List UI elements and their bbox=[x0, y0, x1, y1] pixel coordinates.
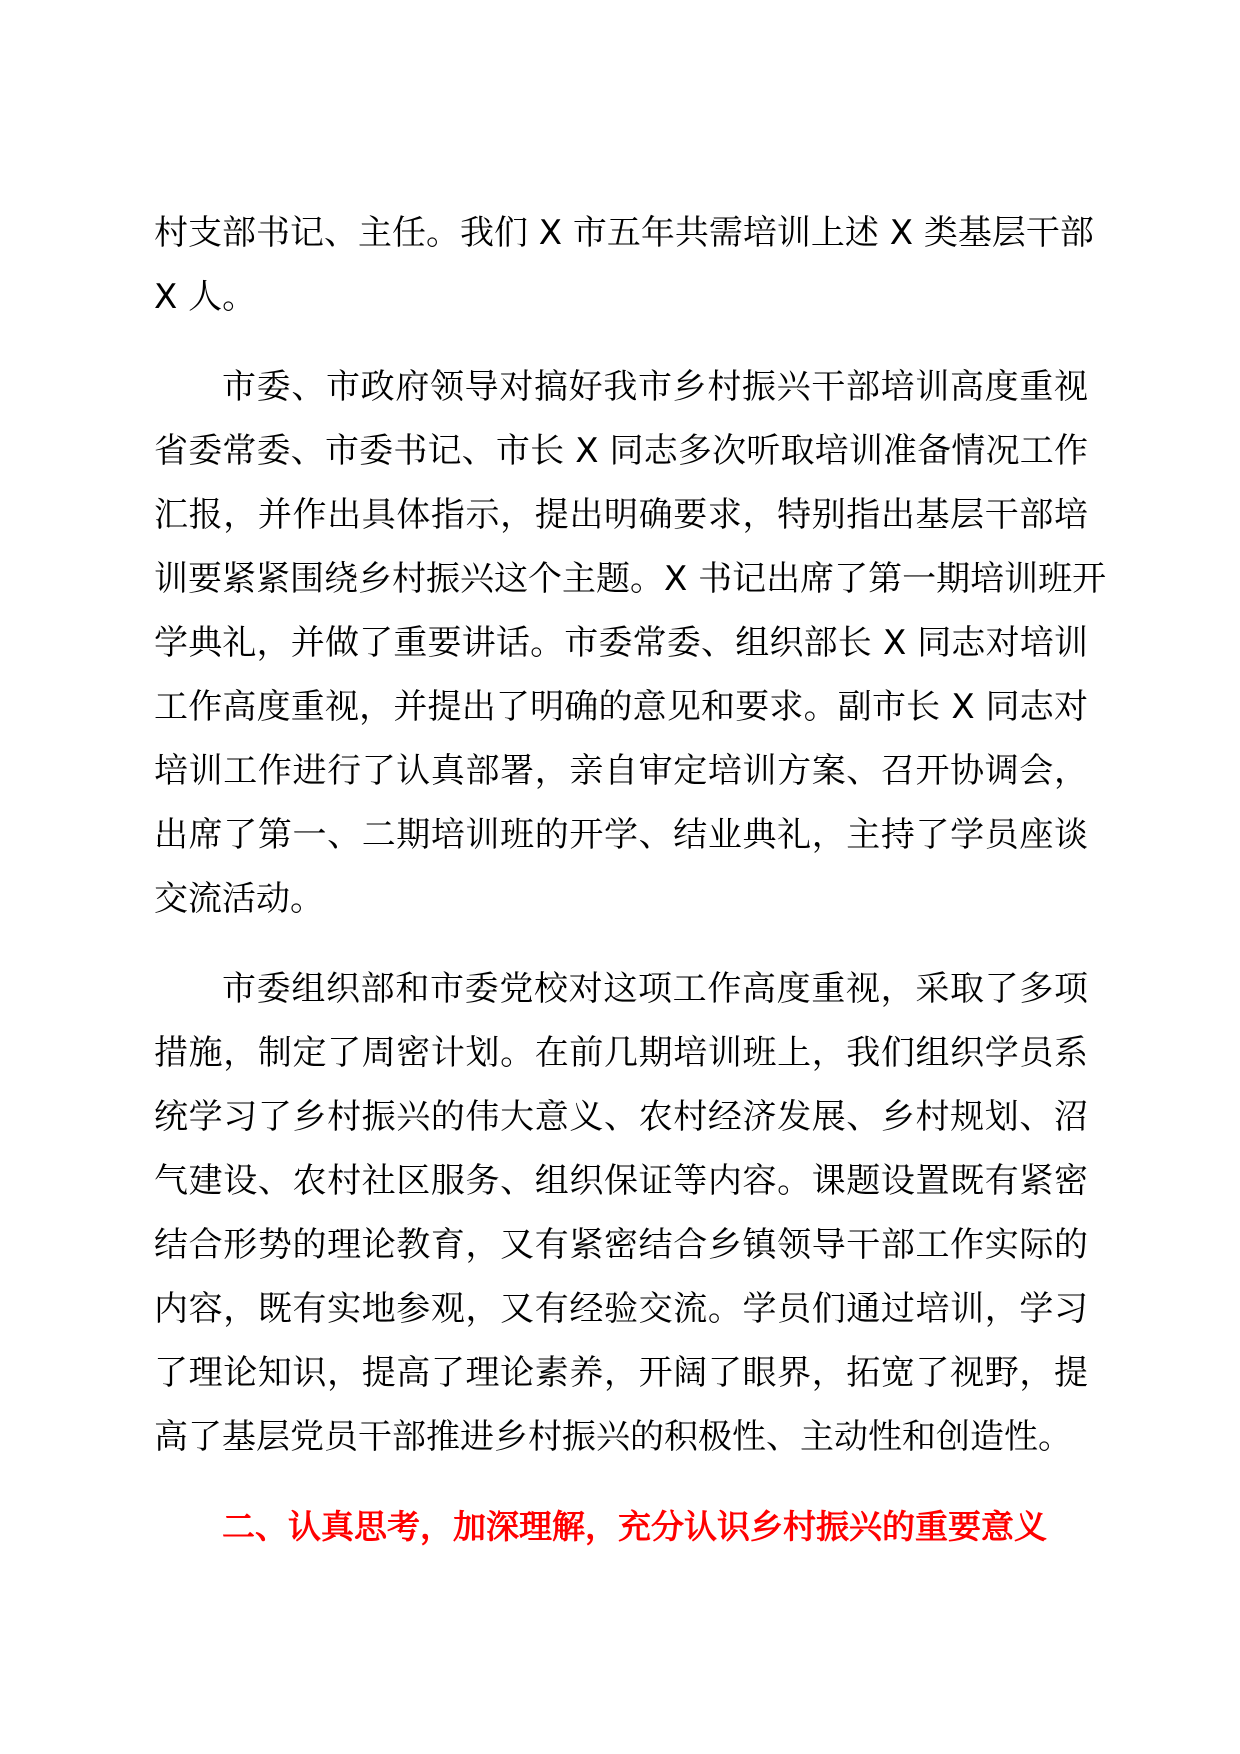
text-line: 了理论知识，提高了理论素养，开阔了眼界，拓宽了视野，提 bbox=[154, 1353, 1088, 1393]
text-line: 措施，制定了周密计划。在前几期培训班上，我们组织学员系 bbox=[154, 1033, 1088, 1073]
text-line: 高了基层党员干部推进乡村振兴的积极性、主动性和创造性。 bbox=[154, 1417, 1072, 1457]
text-line: 气建设、农村社区服务、组织保证等内容。课题设置既有紧密 bbox=[154, 1161, 1088, 1201]
text-line: 统学习了乡村振兴的伟大意义、农村经济发展、乡村规划、沼 bbox=[154, 1097, 1088, 1137]
text-line: 培训工作进行了认真部署，亲自审定培训方案、召开协调会， bbox=[154, 751, 1088, 791]
paragraph bbox=[154, 355, 1107, 931]
text-line: 内容，既有实地参观，又有经验交流。学员们通过培训，学习 bbox=[154, 1289, 1088, 1329]
paragraph bbox=[154, 957, 1088, 1469]
text-line: 市委组织部和市委党校对这项工作高度重视，采取了多项 bbox=[222, 969, 1088, 1009]
text-line: 学典礼，并做了重要讲话。市委常委、组织部长 X 同志对培训 bbox=[154, 623, 1088, 663]
text-line: X 人。 bbox=[154, 277, 257, 317]
text-line: 工作高度重视，并提出了明确的意见和要求。副市长 X 同志对 bbox=[154, 687, 1088, 727]
text-line: 村支部书记、主任。我们 X 市五年共需培训上述 X 类基层干部 bbox=[154, 213, 1094, 253]
text-line: 汇报，并作出具体指示，提出明确要求，特别指出基层干部培 bbox=[154, 495, 1088, 535]
text-line: 省委常委、市委书记、市长 X 同志多次听取培训准备情况工作 bbox=[154, 431, 1088, 471]
document-body bbox=[154, 201, 1107, 1559]
text-line: 出席了第一、二期培训班的开学、结业典礼，主持了学员座谈 bbox=[154, 815, 1088, 855]
text-line: 市委、市政府领导对搞好我市乡村振兴干部培训高度重视 bbox=[222, 367, 1088, 407]
paragraph bbox=[154, 201, 1094, 329]
text-line: 结合形势的理论教育，又有紧密结合乡镇领导干部工作实际的 bbox=[154, 1225, 1088, 1265]
text-line: 交流活动。 bbox=[154, 879, 324, 919]
text-line: 训要紧紧围绕乡村振兴这个主题。X 书记出席了第一期培训班开 bbox=[154, 559, 1107, 599]
section-heading: 二、认真思考，加深理解，充分认识乡村振兴的重要意义 bbox=[222, 1507, 1047, 1546]
